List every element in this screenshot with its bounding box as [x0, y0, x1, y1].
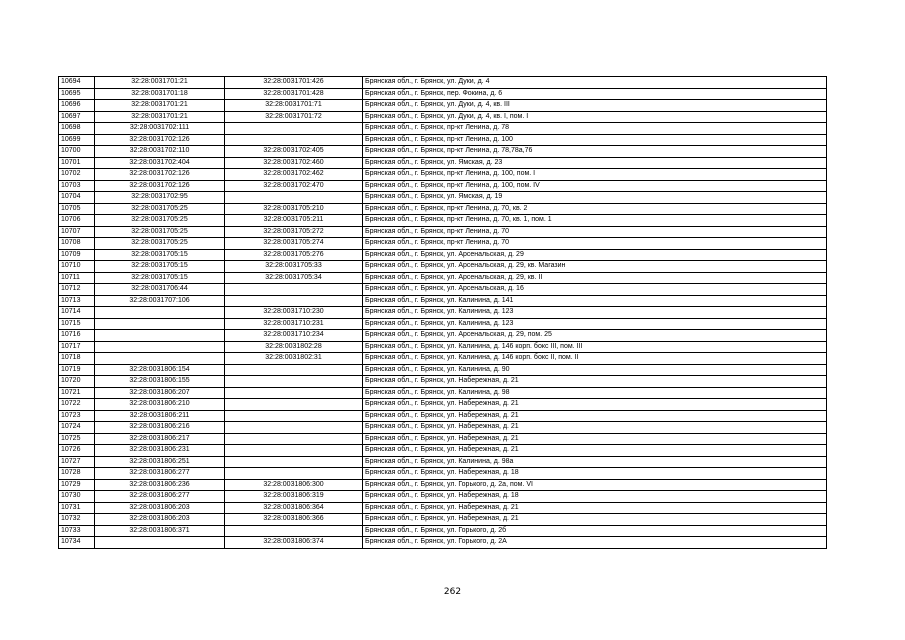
address-cell: Брянская обл., г. Брянск, ул. Набережная, д. 21: [363, 445, 827, 457]
object-cadastral-number-cell: 32:28:0031705:276: [225, 249, 363, 261]
land-cadastral-number-cell: 32:28:0031806:251: [95, 456, 225, 468]
object-cadastral-number-cell: [225, 134, 363, 146]
table-row: [59, 445, 827, 457]
address-cell: Брянская обл., г. Брянск, ул. Дуки, д. 4, кв. I, пом. I: [363, 111, 827, 123]
row-number-cell: 10726: [59, 445, 95, 457]
land-cadastral-number-cell: 32:28:0031702:126: [95, 134, 225, 146]
address-cell: Брянская обл., г. Брянск, ул. Калинина, д. 123: [363, 307, 827, 319]
address-cell: Брянская обл., г. Брянск, ул. Арсенальская, д. 29: [363, 249, 827, 261]
address-cell: Брянская обл., г. Брянск, ул. Калинина, д. 90: [363, 364, 827, 376]
object-cadastral-number-cell: 32:28:0031701:72: [225, 111, 363, 123]
address-cell: Брянская обл., г. Брянск, ул. Арсенальская, д. 16: [363, 284, 827, 296]
object-cadastral-number-cell: [225, 376, 363, 388]
address-cell: Брянская обл., г. Брянск, пр-кт Ленина, д. 100, пом. IV: [363, 180, 827, 192]
table-row: [59, 491, 827, 503]
table-row: [59, 123, 827, 135]
address-cell: Брянская обл., г. Брянск, ул. Ямская, д. 19: [363, 192, 827, 204]
table-row: [59, 249, 827, 261]
land-cadastral-number-cell: 32:28:0031705:25: [95, 215, 225, 227]
table-row: [59, 433, 827, 445]
land-cadastral-number-cell: 32:28:0031806:207: [95, 387, 225, 399]
page-number: 262: [443, 587, 462, 597]
table-row: [59, 422, 827, 434]
address-cell: Брянская обл., г. Брянск, пр-кт Ленина, д. 70, кв. 1, пом. 1: [363, 215, 827, 227]
table-row: [59, 261, 827, 273]
land-cadastral-number-cell: 32:28:0031702:111: [95, 123, 225, 135]
table-row: [59, 100, 827, 112]
object-cadastral-number-cell: [225, 387, 363, 399]
row-number-cell: 10730: [59, 491, 95, 503]
row-number-cell: 10709: [59, 249, 95, 261]
object-cadastral-number-cell: [225, 433, 363, 445]
table-row: [59, 238, 827, 250]
address-cell: Брянская обл., г. Брянск, пр-кт Ленина, д. 100, пом. I: [363, 169, 827, 181]
table-row: [59, 537, 827, 549]
object-cadastral-number-cell: 32:28:0031705:34: [225, 272, 363, 284]
row-number-cell: 10714: [59, 307, 95, 319]
table-row: [59, 272, 827, 284]
row-number-cell: 10733: [59, 525, 95, 537]
object-cadastral-number-cell: [225, 468, 363, 480]
address-cell: Брянская обл., г. Брянск, ул. Набережная, д. 21: [363, 422, 827, 434]
table-row: [59, 468, 827, 480]
address-cell: Брянская обл., г. Брянск, ул. Набережная, д. 21: [363, 502, 827, 514]
object-cadastral-number-cell: 32:28:0031705:274: [225, 238, 363, 250]
row-number-cell: 10712: [59, 284, 95, 296]
row-number-cell: 10724: [59, 422, 95, 434]
land-cadastral-number-cell: 32:28:0031806:155: [95, 376, 225, 388]
table-row: [59, 353, 827, 365]
row-number-cell: 10722: [59, 399, 95, 411]
land-cadastral-number-cell: [95, 537, 225, 549]
table-row: [59, 134, 827, 146]
land-cadastral-number-cell: 32:28:0031806:217: [95, 433, 225, 445]
object-cadastral-number-cell: 32:28:0031701:426: [225, 77, 363, 89]
table-row: [59, 376, 827, 388]
land-cadastral-number-cell: [95, 318, 225, 330]
land-cadastral-number-cell: 32:28:0031806:277: [95, 491, 225, 503]
land-cadastral-number-cell: 32:28:0031806:216: [95, 422, 225, 434]
registry-table-body: [59, 77, 827, 549]
address-cell: Брянская обл., г. Брянск, ул. Набережная, д. 18: [363, 491, 827, 503]
land-cadastral-number-cell: 32:28:0031701:21: [95, 111, 225, 123]
land-cadastral-number-cell: 32:28:0031702:126: [95, 180, 225, 192]
land-cadastral-number-cell: 32:28:0031702:126: [95, 169, 225, 181]
row-number-cell: 10716: [59, 330, 95, 342]
land-cadastral-number-cell: 32:28:0031806:203: [95, 502, 225, 514]
land-cadastral-number-cell: 32:28:0031702:110: [95, 146, 225, 158]
object-cadastral-number-cell: [225, 410, 363, 422]
object-cadastral-number-cell: 32:28:0031806:300: [225, 479, 363, 491]
object-cadastral-number-cell: [225, 422, 363, 434]
row-number-cell: 10708: [59, 238, 95, 250]
land-cadastral-number-cell: 32:28:0031705:25: [95, 226, 225, 238]
row-number-cell: 10704: [59, 192, 95, 204]
address-cell: Брянская обл., г. Брянск, ул. Горького, д. 2б: [363, 525, 827, 537]
row-number-cell: 10721: [59, 387, 95, 399]
land-cadastral-number-cell: 32:28:0031806:203: [95, 514, 225, 526]
table-row: [59, 479, 827, 491]
object-cadastral-number-cell: 32:28:0031705:272: [225, 226, 363, 238]
object-cadastral-number-cell: 32:28:0031702:470: [225, 180, 363, 192]
land-cadastral-number-cell: 32:28:0031806:210: [95, 399, 225, 411]
address-cell: Брянская обл., г. Брянск, пр-кт Ленина, д. 78,78а,76: [363, 146, 827, 158]
address-cell: Брянская обл., г. Брянск, ул. Набережная, д. 21: [363, 399, 827, 411]
address-cell: Брянская обл., г. Брянск, ул. Ямская, д. 23: [363, 157, 827, 169]
address-cell: Брянская обл., г. Брянск, ул. Дуки, д. 4: [363, 77, 827, 89]
address-cell: Брянская обл., г. Брянск, пр-кт Ленина, д. 70: [363, 238, 827, 250]
land-cadastral-number-cell: 32:28:0031806:231: [95, 445, 225, 457]
object-cadastral-number-cell: 32:28:0031702:405: [225, 146, 363, 158]
table-row: [59, 307, 827, 319]
row-number-cell: 10706: [59, 215, 95, 227]
land-cadastral-number-cell: 32:28:0031702:95: [95, 192, 225, 204]
row-number-cell: 10696: [59, 100, 95, 112]
address-cell: Брянская обл., г. Брянск, ул. Горького, д. 2а, пом. VI: [363, 479, 827, 491]
object-cadastral-number-cell: 32:28:0031702:460: [225, 157, 363, 169]
row-number-cell: 10728: [59, 468, 95, 480]
address-cell: Брянская обл., г. Брянск, ул. Калинина, д. 146 корп. бокс III, пом. III: [363, 341, 827, 353]
row-number-cell: 10697: [59, 111, 95, 123]
land-cadastral-number-cell: 32:28:0031705:15: [95, 261, 225, 273]
land-cadastral-number-cell: 32:28:0031806:277: [95, 468, 225, 480]
object-cadastral-number-cell: 32:28:0031705:211: [225, 215, 363, 227]
row-number-cell: 10732: [59, 514, 95, 526]
table-row: [59, 341, 827, 353]
object-cadastral-number-cell: 32:28:0031802:31: [225, 353, 363, 365]
table-row: [59, 284, 827, 296]
object-cadastral-number-cell: 32:28:0031802:28: [225, 341, 363, 353]
address-cell: Брянская обл., г. Брянск, ул. Горького, д. 2А: [363, 537, 827, 549]
address-cell: Брянская обл., г. Брянск, ул. Набережная, д. 18: [363, 468, 827, 480]
address-cell: Брянская обл., г. Брянск, ул. Набережная, д. 21: [363, 410, 827, 422]
table-row: [59, 525, 827, 537]
table-row: [59, 399, 827, 411]
land-cadastral-number-cell: 32:28:0031806:236: [95, 479, 225, 491]
table-row: [59, 514, 827, 526]
row-number-cell: 10715: [59, 318, 95, 330]
table-row: [59, 364, 827, 376]
table-row: [59, 77, 827, 89]
land-cadastral-number-cell: 32:28:0031705:25: [95, 238, 225, 250]
address-cell: Брянская обл., г. Брянск, ул. Калинина, д. 98: [363, 387, 827, 399]
row-number-cell: 10702: [59, 169, 95, 181]
table-row: [59, 215, 827, 227]
table-row: [59, 111, 827, 123]
row-number-cell: 10700: [59, 146, 95, 158]
object-cadastral-number-cell: 32:28:0031701:71: [225, 100, 363, 112]
row-number-cell: 10719: [59, 364, 95, 376]
land-cadastral-number-cell: 32:28:0031707:106: [95, 295, 225, 307]
land-cadastral-number-cell: 32:28:0031701:21: [95, 77, 225, 89]
land-cadastral-number-cell: 32:28:0031702:404: [95, 157, 225, 169]
object-cadastral-number-cell: 32:28:0031710:231: [225, 318, 363, 330]
land-cadastral-number-cell: [95, 330, 225, 342]
land-cadastral-number-cell: 32:28:0031806:371: [95, 525, 225, 537]
object-cadastral-number-cell: [225, 525, 363, 537]
table-row: [59, 502, 827, 514]
row-number-cell: 10699: [59, 134, 95, 146]
object-cadastral-number-cell: 32:28:0031702:462: [225, 169, 363, 181]
object-cadastral-number-cell: [225, 445, 363, 457]
table-row: [59, 180, 827, 192]
object-cadastral-number-cell: 32:28:0031710:230: [225, 307, 363, 319]
object-cadastral-number-cell: [225, 123, 363, 135]
object-cadastral-number-cell: [225, 364, 363, 376]
table-row: [59, 146, 827, 158]
table-row: [59, 387, 827, 399]
row-number-cell: 10705: [59, 203, 95, 215]
row-number-cell: 10701: [59, 157, 95, 169]
row-number-cell: 10711: [59, 272, 95, 284]
row-number-cell: 10718: [59, 353, 95, 365]
row-number-cell: 10723: [59, 410, 95, 422]
table-row: [59, 456, 827, 468]
land-cadastral-number-cell: [95, 341, 225, 353]
table-row: [59, 226, 827, 238]
table-row: [59, 169, 827, 181]
address-cell: Брянская обл., г. Брянск, пр-кт Ленина, д. 100: [363, 134, 827, 146]
row-number-cell: 10713: [59, 295, 95, 307]
row-number-cell: 10725: [59, 433, 95, 445]
object-cadastral-number-cell: 32:28:0031705:33: [225, 261, 363, 273]
land-cadastral-number-cell: [95, 307, 225, 319]
land-cadastral-number-cell: 32:28:0031701:18: [95, 88, 225, 100]
object-cadastral-number-cell: [225, 456, 363, 468]
row-number-cell: 10731: [59, 502, 95, 514]
address-cell: Брянская обл., г. Брянск, ул. Арсенальская, д. 29, кв. Магазин: [363, 261, 827, 273]
address-cell: Брянская обл., г. Брянск, ул. Набережная, д. 21: [363, 433, 827, 445]
object-cadastral-number-cell: 32:28:0031701:428: [225, 88, 363, 100]
row-number-cell: 10717: [59, 341, 95, 353]
table-row: [59, 203, 827, 215]
row-number-cell: 10720: [59, 376, 95, 388]
address-cell: Брянская обл., г. Брянск, ул. Дуки, д. 4, кв. III: [363, 100, 827, 112]
land-cadastral-number-cell: 32:28:0031701:21: [95, 100, 225, 112]
table-row: [59, 330, 827, 342]
object-cadastral-number-cell: 32:28:0031806:319: [225, 491, 363, 503]
land-cadastral-number-cell: 32:28:0031705:15: [95, 272, 225, 284]
object-cadastral-number-cell: 32:28:0031705:210: [225, 203, 363, 215]
row-number-cell: 10727: [59, 456, 95, 468]
row-number-cell: 10734: [59, 537, 95, 549]
row-number-cell: 10729: [59, 479, 95, 491]
object-cadastral-number-cell: 32:28:0031806:374: [225, 537, 363, 549]
table-row: [59, 295, 827, 307]
object-cadastral-number-cell: [225, 192, 363, 204]
object-cadastral-number-cell: [225, 399, 363, 411]
address-cell: Брянская обл., г. Брянск, пер. Фокина, д. 6: [363, 88, 827, 100]
land-cadastral-number-cell: 32:28:0031705:25: [95, 203, 225, 215]
land-cadastral-number-cell: 32:28:0031806:211: [95, 410, 225, 422]
address-cell: Брянская обл., г. Брянск, ул. Калинина, д. 146 корп. бокс II, пом. II: [363, 353, 827, 365]
row-number-cell: 10710: [59, 261, 95, 273]
table-row: [59, 318, 827, 330]
address-cell: Брянская обл., г. Брянск, пр-кт Ленина, д. 70, кв. 2: [363, 203, 827, 215]
table-row: [59, 157, 827, 169]
address-cell: Брянская обл., г. Брянск, ул. Калинина, д. 141: [363, 295, 827, 307]
table-row: [59, 88, 827, 100]
table-row: [59, 410, 827, 422]
object-cadastral-number-cell: 32:28:0031710:234: [225, 330, 363, 342]
address-cell: Брянская обл., г. Брянск, пр-кт Ленина, д. 78: [363, 123, 827, 135]
object-cadastral-number-cell: 32:28:0031806:366: [225, 514, 363, 526]
land-cadastral-number-cell: [95, 353, 225, 365]
land-cadastral-number-cell: 32:28:0031706:44: [95, 284, 225, 296]
object-cadastral-number-cell: [225, 284, 363, 296]
address-cell: Брянская обл., г. Брянск, ул. Калинина, д. 123: [363, 318, 827, 330]
address-cell: Брянская обл., г. Брянск, ул. Калинина, д. 98а: [363, 456, 827, 468]
row-number-cell: 10698: [59, 123, 95, 135]
address-cell: Брянская обл., г. Брянск, пр-кт Ленина, д. 70: [363, 226, 827, 238]
object-cadastral-number-cell: [225, 295, 363, 307]
land-cadastral-number-cell: 32:28:0031806:154: [95, 364, 225, 376]
row-number-cell: 10695: [59, 88, 95, 100]
table-row: [59, 192, 827, 204]
row-number-cell: 10694: [59, 77, 95, 89]
registry-table: [58, 76, 827, 549]
address-cell: Брянская обл., г. Брянск, ул. Арсенальская, д. 29, пом. 25: [363, 330, 827, 342]
address-cell: Брянская обл., г. Брянск, ул. Набережная, д. 21: [363, 376, 827, 388]
object-cadastral-number-cell: 32:28:0031806:364: [225, 502, 363, 514]
land-cadastral-number-cell: 32:28:0031705:15: [95, 249, 225, 261]
address-cell: Брянская обл., г. Брянск, ул. Набережная, д. 21: [363, 514, 827, 526]
address-cell: Брянская обл., г. Брянск, ул. Арсенальская, д. 29, кв. II: [363, 272, 827, 284]
row-number-cell: 10707: [59, 226, 95, 238]
row-number-cell: 10703: [59, 180, 95, 192]
